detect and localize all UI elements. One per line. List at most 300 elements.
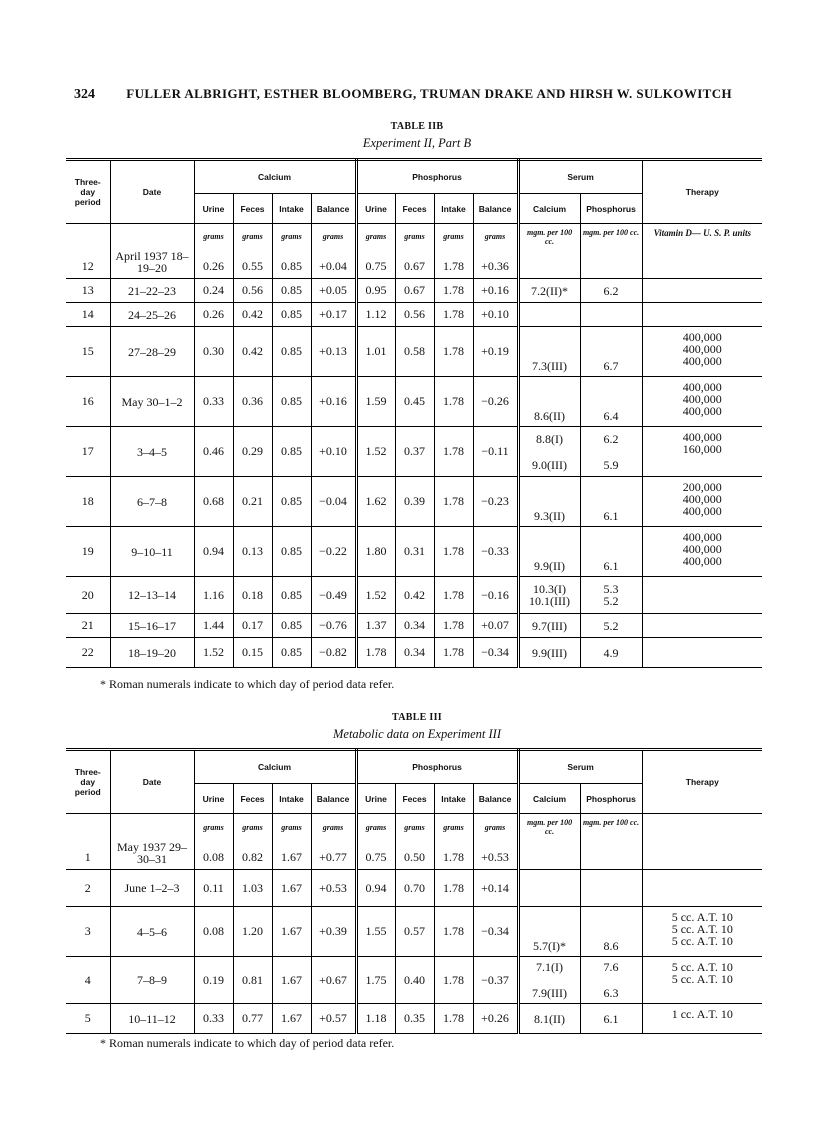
cell-p-intake: 1.78 bbox=[434, 614, 473, 638]
unit-label: grams bbox=[322, 232, 344, 241]
serum-phosphorus-cell bbox=[580, 957, 642, 1004]
cell-ca-balance: +0.57 bbox=[311, 1004, 356, 1034]
cell-p-urine bbox=[356, 814, 395, 870]
cell-p-intake: 1.78 bbox=[434, 1004, 473, 1034]
serum-phosphorus-cell-line: 6.2 bbox=[603, 283, 619, 298]
header-p-balance: Balance bbox=[473, 194, 518, 224]
date-cell: 4–5–6 bbox=[110, 907, 194, 957]
serum-calcium-cell bbox=[518, 870, 580, 907]
header-date: Date bbox=[110, 160, 194, 224]
cell-p-urine: 1.01 bbox=[356, 327, 395, 377]
cell-p-balance: +0.19 bbox=[473, 327, 518, 377]
cell-ca-intake: 1.67 bbox=[272, 1004, 311, 1034]
serum-phosphorus-cell bbox=[580, 527, 642, 577]
header-ca-intake: Intake bbox=[272, 784, 311, 814]
header-p-urine: Urine bbox=[356, 784, 395, 814]
therapy-cell-line: 1 cc. A.T. 10 bbox=[671, 1007, 733, 1021]
serum-calcium-cell-line: 10.1(III) bbox=[529, 594, 571, 608]
cell-p-urine bbox=[356, 224, 395, 279]
cell-p-feces: 0.42 bbox=[395, 577, 434, 614]
therapy-cell bbox=[642, 427, 762, 477]
serum-calcium-cell-line: 9.3(II) bbox=[534, 509, 566, 523]
table-row bbox=[66, 870, 762, 907]
serum-phosphorus-cell bbox=[580, 577, 642, 614]
period-cell: 5 bbox=[66, 1004, 110, 1034]
serum-phosphorus-cell-line: 6.1 bbox=[603, 1011, 619, 1026]
date-cell: 24–25–26 bbox=[110, 303, 194, 327]
header-serum: Serum bbox=[518, 750, 642, 784]
cell-ca-urine: 0.08 bbox=[194, 907, 233, 957]
header-period: Three-day period bbox=[66, 750, 110, 814]
cell-p-urine: 1.52 bbox=[356, 427, 395, 477]
serum-phosphorus-cell bbox=[580, 907, 642, 957]
cell-p-urine: 1.55 bbox=[356, 907, 395, 957]
therapy-cell-line: 200,000 bbox=[682, 480, 722, 494]
table-iib-label: TABLE IIB bbox=[390, 121, 444, 132]
header-serum-phosphorus: Phosphorus bbox=[580, 194, 642, 224]
date-cell: 15–16–17 bbox=[110, 614, 194, 638]
therapy-cell-line: 400,000 bbox=[682, 392, 722, 406]
serum-calcium-cell bbox=[518, 327, 580, 377]
table-iii-caption bbox=[74, 712, 760, 742]
period-cell: 12 bbox=[66, 224, 110, 279]
serum-calcium-cell-line: 9.9(II) bbox=[534, 559, 566, 573]
cell-ca-balance: +0.13 bbox=[311, 327, 356, 377]
serum-calcium-cell-line: 9.9(III) bbox=[532, 645, 568, 660]
value: 0.55 bbox=[242, 259, 263, 273]
table-row bbox=[66, 957, 762, 1004]
value: +0.53 bbox=[481, 850, 509, 864]
cell-p-balance: +0.14 bbox=[473, 870, 518, 907]
header-calcium: Calcium bbox=[194, 160, 356, 194]
serum-calcium-cell-line: 9.7(III) bbox=[532, 618, 568, 633]
cell-p-intake: 1.78 bbox=[434, 279, 473, 303]
table-row bbox=[66, 527, 762, 577]
date-cell: 21–22–23 bbox=[110, 279, 194, 303]
cell-ca-urine: 1.44 bbox=[194, 614, 233, 638]
cell-ca-balance: +0.53 bbox=[311, 870, 356, 907]
period-cell: 4 bbox=[66, 957, 110, 1004]
cell-p-urine: 1.75 bbox=[356, 957, 395, 1004]
cell-ca-balance bbox=[311, 814, 356, 870]
cell-p-urine: 1.62 bbox=[356, 477, 395, 527]
cell-ca-urine: 0.30 bbox=[194, 327, 233, 377]
header-p-balance: Balance bbox=[473, 784, 518, 814]
serum-calcium-cell-line: 7.2(II)* bbox=[531, 283, 569, 298]
unit-label: grams bbox=[443, 232, 464, 241]
cell-p-feces: 0.45 bbox=[395, 377, 434, 427]
serum-phosphorus-cell bbox=[580, 814, 642, 870]
table-row bbox=[66, 224, 762, 279]
serum-phosphorus-cell-line: 5.2 bbox=[603, 618, 619, 633]
cell-ca-balance: −0.82 bbox=[311, 638, 356, 668]
value: +0.77 bbox=[319, 850, 347, 864]
cell-ca-intake: 0.85 bbox=[272, 279, 311, 303]
unit-label: grams bbox=[484, 823, 506, 832]
unit-label: mgm. per 100 cc. bbox=[526, 228, 573, 246]
unit-label: grams bbox=[365, 823, 387, 832]
unit-label: grams bbox=[242, 232, 263, 241]
table-iib-caption bbox=[74, 121, 760, 151]
cell-ca-urine: 0.33 bbox=[194, 377, 233, 427]
header-p-intake: Intake bbox=[434, 784, 473, 814]
serum-calcium-cell bbox=[518, 614, 580, 638]
cell-p-balance: −0.34 bbox=[473, 907, 518, 957]
unit-label: mgm. per 100 cc. bbox=[582, 818, 640, 827]
table-iii-title: Metabolic data on Experiment III bbox=[332, 727, 501, 741]
serum-calcium-cell bbox=[518, 814, 580, 870]
cell-p-urine: 1.78 bbox=[356, 638, 395, 668]
cell-ca-urine: 0.68 bbox=[194, 477, 233, 527]
cell-p-balance: −0.34 bbox=[473, 638, 518, 668]
serum-phosphorus-cell-line: 8.6 bbox=[603, 939, 619, 953]
date-cell: April 1937 18–19–20 bbox=[110, 224, 194, 279]
cell-ca-urine: 0.11 bbox=[194, 870, 233, 907]
serum-calcium-cell bbox=[518, 1004, 580, 1034]
cell-ca-feces bbox=[233, 224, 272, 279]
serum-calcium-cell bbox=[518, 957, 580, 1004]
cell-ca-intake: 0.85 bbox=[272, 377, 311, 427]
cell-ca-feces: 0.81 bbox=[233, 957, 272, 1004]
cell-p-intake: 1.78 bbox=[434, 427, 473, 477]
value: 0.08 bbox=[203, 850, 224, 864]
cell-ca-balance: +0.16 bbox=[311, 377, 356, 427]
period-cell: 21 bbox=[66, 614, 110, 638]
cell-ca-urine: 0.46 bbox=[194, 427, 233, 477]
cell-ca-balance: −0.76 bbox=[311, 614, 356, 638]
date-cell: 9–10–11 bbox=[110, 527, 194, 577]
header-serum-calcium: Calcium bbox=[518, 194, 580, 224]
table-row bbox=[66, 907, 762, 957]
cell-ca-intake: 0.85 bbox=[272, 614, 311, 638]
cell-p-intake: 1.78 bbox=[434, 957, 473, 1004]
date-cell: 3–4–5 bbox=[110, 427, 194, 477]
therapy-cell-line: 5 cc. A.T. 10 bbox=[671, 972, 733, 986]
cell-p-feces bbox=[395, 814, 434, 870]
date-cell: 6–7–8 bbox=[110, 477, 194, 527]
therapy-cell-line: 400,000 bbox=[682, 530, 722, 544]
value: 1.78 bbox=[443, 850, 465, 864]
cell-ca-intake: 0.85 bbox=[272, 427, 311, 477]
therapy-cell-line: 400,000 bbox=[682, 554, 722, 568]
header-therapy: Therapy bbox=[642, 750, 762, 814]
table-iii-label: TABLE III bbox=[391, 712, 443, 723]
cell-p-feces: 0.67 bbox=[395, 279, 434, 303]
cell-p-intake: 1.78 bbox=[434, 303, 473, 327]
therapy-cell bbox=[642, 527, 762, 577]
serum-calcium-cell-line: 8.8(I) bbox=[536, 431, 564, 446]
therapy-cell bbox=[642, 907, 762, 957]
cell-ca-feces: 0.29 bbox=[233, 427, 272, 477]
author-line: FULLER ALBRIGHT, ESTHER BLOOMBERG, TRUMAN DRAKE AND HIRSH W. SULKOWITCH bbox=[126, 86, 733, 101]
serum-phosphorus-cell bbox=[580, 870, 642, 907]
cell-ca-urine: 1.52 bbox=[194, 638, 233, 668]
table-row bbox=[66, 327, 762, 377]
cell-p-feces: 0.56 bbox=[395, 303, 434, 327]
cell-ca-urine: 0.19 bbox=[194, 957, 233, 1004]
serum-phosphorus-cell-line: 4.9 bbox=[603, 645, 619, 660]
period-cell: 17 bbox=[66, 427, 110, 477]
serum-calcium-cell bbox=[518, 303, 580, 327]
table-row bbox=[66, 577, 762, 614]
date-cell: 12–13–14 bbox=[110, 577, 194, 614]
cell-p-feces bbox=[395, 224, 434, 279]
header-phosphorus: Phosphorus bbox=[356, 160, 518, 194]
header-ca-intake: Intake bbox=[272, 194, 311, 224]
serum-phosphorus-cell-line: 5.9 bbox=[603, 457, 619, 472]
therapy-cell bbox=[642, 814, 762, 870]
period-cell: 3 bbox=[66, 907, 110, 957]
cell-p-urine: 1.52 bbox=[356, 577, 395, 614]
serum-phosphorus-cell-line: 6.4 bbox=[603, 409, 619, 423]
therapy-unit-label: Vitamin D— U. S. P. units bbox=[653, 228, 751, 238]
value: +0.04 bbox=[319, 259, 347, 273]
cell-ca-feces: 1.20 bbox=[233, 907, 272, 957]
unit-label: grams bbox=[203, 232, 224, 241]
value: 0.85 bbox=[281, 259, 302, 273]
therapy-cell-line: 5 cc. A.T. 10 bbox=[671, 960, 733, 974]
header-p-intake: Intake bbox=[434, 194, 473, 224]
cell-ca-balance: +0.67 bbox=[311, 957, 356, 1004]
value: 1.67 bbox=[281, 850, 302, 864]
therapy-cell-line: 400,000 bbox=[682, 492, 722, 506]
serum-phosphorus-cell bbox=[580, 427, 642, 477]
table-row bbox=[66, 477, 762, 527]
therapy-cell-line: 5 cc. A.T. 10 bbox=[671, 934, 733, 948]
cell-ca-feces: 0.13 bbox=[233, 527, 272, 577]
cell-ca-feces: 0.42 bbox=[233, 303, 272, 327]
value: +0.36 bbox=[481, 259, 509, 273]
serum-calcium-cell bbox=[518, 577, 580, 614]
cell-ca-intake: 0.85 bbox=[272, 477, 311, 527]
header-ca-feces: Feces bbox=[233, 784, 272, 814]
table-iii-footnote: * Roman numerals indicate to which day of period data refer. bbox=[100, 1036, 395, 1050]
serum-phosphorus-cell bbox=[580, 1004, 642, 1034]
therapy-cell bbox=[642, 1004, 762, 1034]
serum-calcium-cell bbox=[518, 224, 580, 279]
cell-ca-intake bbox=[272, 224, 311, 279]
therapy-cell-line: 400,000 bbox=[682, 404, 722, 418]
date-cell: 27–28–29 bbox=[110, 327, 194, 377]
unit-label: grams bbox=[242, 823, 263, 832]
therapy-cell-line: 5 cc. A.T. 10 bbox=[671, 910, 733, 924]
cell-ca-balance: +0.10 bbox=[311, 427, 356, 477]
date-cell: 18–19–20 bbox=[110, 638, 194, 668]
cell-p-intake: 1.78 bbox=[434, 377, 473, 427]
running-header bbox=[74, 86, 774, 103]
cell-p-urine: 0.94 bbox=[356, 870, 395, 907]
unit-label: grams bbox=[203, 823, 224, 832]
serum-phosphorus-cell-line: 6.1 bbox=[603, 559, 619, 573]
cell-p-balance: +0.26 bbox=[473, 1004, 518, 1034]
value: 0.75 bbox=[365, 259, 387, 273]
cell-p-intake bbox=[434, 814, 473, 870]
serum-phosphorus-cell bbox=[580, 327, 642, 377]
therapy-cell-line: 160,000 bbox=[682, 442, 722, 456]
cell-p-intake: 1.78 bbox=[434, 907, 473, 957]
cell-ca-feces: 0.36 bbox=[233, 377, 272, 427]
cell-ca-intake: 0.85 bbox=[272, 303, 311, 327]
header-p-feces: Feces bbox=[395, 784, 434, 814]
cell-p-urine: 1.37 bbox=[356, 614, 395, 638]
header-period: Three-day period bbox=[66, 160, 110, 224]
table-row bbox=[66, 377, 762, 427]
unit-label: grams bbox=[281, 232, 302, 241]
table-iib bbox=[66, 158, 762, 668]
cell-p-balance bbox=[473, 224, 518, 279]
header-ca-balance: Balance bbox=[311, 784, 356, 814]
cell-ca-urine: 0.26 bbox=[194, 303, 233, 327]
date-cell: June 1–2–3 bbox=[110, 870, 194, 907]
therapy-cell-line: 400,000 bbox=[682, 504, 722, 518]
header-therapy: Therapy bbox=[642, 160, 762, 224]
cell-p-feces: 0.35 bbox=[395, 1004, 434, 1034]
cell-p-balance: −0.37 bbox=[473, 957, 518, 1004]
serum-phosphorus-cell-line: 6.7 bbox=[603, 359, 619, 373]
header-ca-urine: Urine bbox=[194, 194, 233, 224]
period-cell: 14 bbox=[66, 303, 110, 327]
cell-ca-intake: 0.85 bbox=[272, 527, 311, 577]
period-cell: 2 bbox=[66, 870, 110, 907]
cell-ca-feces: 0.15 bbox=[233, 638, 272, 668]
therapy-cell bbox=[642, 477, 762, 527]
cell-p-urine: 1.80 bbox=[356, 527, 395, 577]
header-ca-balance: Balance bbox=[311, 194, 356, 224]
header-date: Date bbox=[110, 750, 194, 814]
serum-phosphorus-cell-line: 5.3 bbox=[603, 582, 619, 596]
cell-p-balance: +0.16 bbox=[473, 279, 518, 303]
therapy-cell-line: 400,000 bbox=[682, 342, 722, 356]
cell-p-feces: 0.57 bbox=[395, 907, 434, 957]
cell-p-intake: 1.78 bbox=[434, 477, 473, 527]
cell-ca-intake: 1.67 bbox=[272, 957, 311, 1004]
header-serum-calcium: Calcium bbox=[518, 784, 580, 814]
cell-p-feces: 0.37 bbox=[395, 427, 434, 477]
table-iib-footnote: * Roman numerals indicate to which day of period data refer. bbox=[100, 677, 395, 691]
therapy-cell bbox=[642, 614, 762, 638]
cell-ca-feces: 0.77 bbox=[233, 1004, 272, 1034]
period-cell: 15 bbox=[66, 327, 110, 377]
cell-ca-feces: 0.18 bbox=[233, 577, 272, 614]
therapy-cell bbox=[642, 224, 762, 279]
therapy-cell-line: 400,000 bbox=[682, 380, 722, 394]
cell-p-intake bbox=[434, 224, 473, 279]
header-calcium: Calcium bbox=[194, 750, 356, 784]
unit-label: grams bbox=[322, 823, 344, 832]
value: 0.82 bbox=[242, 850, 263, 864]
serum-phosphorus-cell bbox=[580, 303, 642, 327]
serum-calcium-cell-line: 7.1(I) bbox=[536, 960, 564, 974]
serum-phosphorus-cell-line: 7.6 bbox=[603, 960, 619, 974]
table-iib-title: Experiment II, Part B bbox=[362, 136, 472, 150]
unit-label: mgm. per 100 cc. bbox=[582, 228, 640, 237]
cell-ca-balance: −0.22 bbox=[311, 527, 356, 577]
table-row bbox=[66, 638, 762, 668]
period-cell: 13 bbox=[66, 279, 110, 303]
therapy-cell-line: 5 cc. A.T. 10 bbox=[671, 922, 733, 936]
cell-p-balance: +0.07 bbox=[473, 614, 518, 638]
value: 0.67 bbox=[404, 259, 426, 273]
cell-p-balance: −0.23 bbox=[473, 477, 518, 527]
cell-ca-balance: −0.49 bbox=[311, 577, 356, 614]
cell-ca-feces bbox=[233, 814, 272, 870]
serum-phosphorus-cell bbox=[580, 377, 642, 427]
cell-p-feces: 0.40 bbox=[395, 957, 434, 1004]
period-cell: 22 bbox=[66, 638, 110, 668]
value: 1.78 bbox=[443, 259, 465, 273]
cell-ca-urine: 1.16 bbox=[194, 577, 233, 614]
cell-ca-intake: 0.85 bbox=[272, 638, 311, 668]
serum-calcium-cell bbox=[518, 907, 580, 957]
therapy-cell-line: 400,000 bbox=[682, 354, 722, 368]
serum-phosphorus-cell bbox=[580, 224, 642, 279]
cell-ca-urine: 0.33 bbox=[194, 1004, 233, 1034]
serum-calcium-cell bbox=[518, 638, 580, 668]
value: 0.50 bbox=[404, 850, 426, 864]
cell-ca-balance: +0.05 bbox=[311, 279, 356, 303]
date-cell: 7–8–9 bbox=[110, 957, 194, 1004]
therapy-cell bbox=[642, 377, 762, 427]
cell-p-balance: +0.10 bbox=[473, 303, 518, 327]
cell-p-feces: 0.39 bbox=[395, 477, 434, 527]
cell-p-urine: 0.95 bbox=[356, 279, 395, 303]
cell-ca-intake: 0.85 bbox=[272, 327, 311, 377]
serum-calcium-cell-line: 8.1(II) bbox=[534, 1011, 566, 1026]
unit-label: grams bbox=[484, 232, 506, 241]
cell-p-urine: 1.12 bbox=[356, 303, 395, 327]
cell-ca-balance: −0.04 bbox=[311, 477, 356, 527]
period-cell: 16 bbox=[66, 377, 110, 427]
serum-calcium-cell bbox=[518, 477, 580, 527]
serum-phosphorus-cell bbox=[580, 279, 642, 303]
cell-ca-urine bbox=[194, 224, 233, 279]
therapy-cell bbox=[642, 638, 762, 668]
period-cell: 1 bbox=[66, 814, 110, 870]
date-cell: May 30–1–2 bbox=[110, 377, 194, 427]
table-row bbox=[66, 614, 762, 638]
header-p-feces: Feces bbox=[395, 194, 434, 224]
serum-calcium-cell bbox=[518, 377, 580, 427]
cell-ca-urine bbox=[194, 814, 233, 870]
cell-ca-intake: 1.67 bbox=[272, 907, 311, 957]
header-serum: Serum bbox=[518, 160, 642, 194]
cell-p-feces: 0.31 bbox=[395, 527, 434, 577]
unit-label: grams bbox=[404, 823, 425, 832]
serum-calcium-cell-line: 7.3(III) bbox=[532, 359, 568, 373]
date-cell: May 1937 29–30–31 bbox=[110, 814, 194, 870]
serum-calcium-cell bbox=[518, 427, 580, 477]
cell-p-intake: 1.78 bbox=[434, 638, 473, 668]
cell-p-feces: 0.34 bbox=[395, 638, 434, 668]
cell-p-intake: 1.78 bbox=[434, 870, 473, 907]
cell-p-balance: −0.33 bbox=[473, 527, 518, 577]
header-phosphorus: Phosphorus bbox=[356, 750, 518, 784]
unit-label: mgm. per 100 cc. bbox=[526, 818, 573, 836]
cell-p-urine: 1.59 bbox=[356, 377, 395, 427]
cell-p-feces: 0.58 bbox=[395, 327, 434, 377]
cell-p-balance: −0.11 bbox=[473, 427, 518, 477]
cell-ca-feces: 0.56 bbox=[233, 279, 272, 303]
serum-calcium-cell bbox=[518, 279, 580, 303]
serum-calcium-cell-line: 9.0(III) bbox=[532, 457, 568, 472]
period-cell: 20 bbox=[66, 577, 110, 614]
cell-ca-intake bbox=[272, 814, 311, 870]
cell-ca-feces: 0.17 bbox=[233, 614, 272, 638]
cell-ca-intake: 0.85 bbox=[272, 577, 311, 614]
unit-label: grams bbox=[365, 232, 387, 241]
cell-p-balance bbox=[473, 814, 518, 870]
cell-ca-intake: 1.67 bbox=[272, 870, 311, 907]
